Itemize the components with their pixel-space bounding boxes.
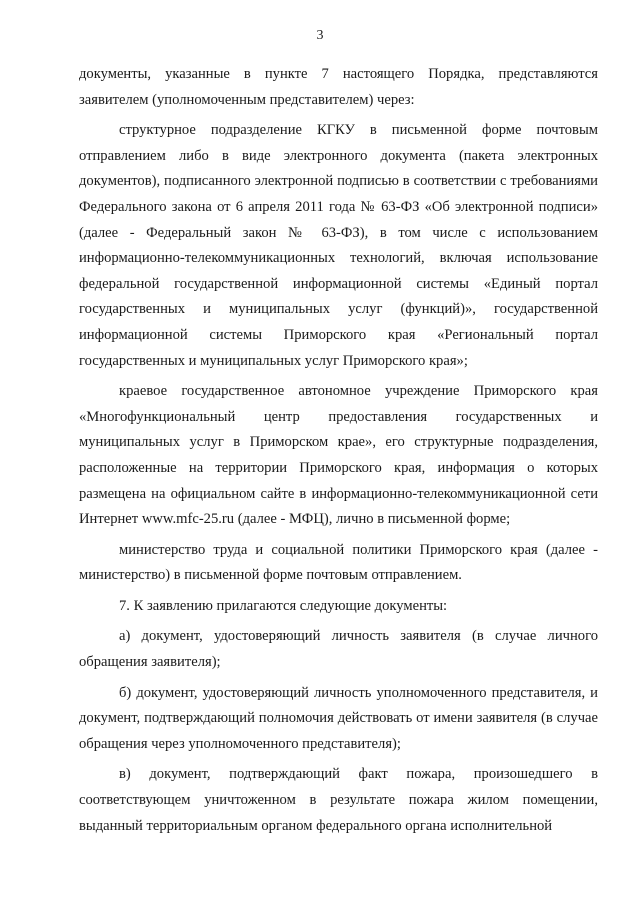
paragraph-item-7: 7. К заявлению прилагаются следующие документы: [119,597,448,614]
paragraph-kgku: структурное подразделение КГКУ в письменной форме почтовым отправлением либо в виде электронного документа (пакета электронных документов), подписанного электронной подписью в соответствии с требованиями Федерального закона от 6 апреля 2011 года № 63-ФЗ «Об электронной подписи» (далее - Федеральный закон № 63-ФЗ), в том числе с использованием информационно-телекоммуникационных технологий, включая использование федеральной государственной информационной системы «Единый портал государственных и муниципальных услуг (функций)», государственной информационной системы Приморского края «Региональный портал государственных и муниципальных услуг Приморского края»; [79,122,598,369]
paragraph-mfc: краевое государственное автономное учреждение Приморского края «Многофункциональный центр предоставления государственных и муниципальных услуг в Приморском крае», его структурные подразделения, расположенные на территории Приморского края, информация о которых размещена на официальном сайте в информационно-телекоммуникационной сети Интернет www.mfc-25.ru (далее - МФЦ), лично в письменной форме; [79,383,598,528]
page-number: 3 [316,28,324,43]
document-body [79,62,598,839]
paragraph-intro: документы, указанные в пункте 7 настоящего Порядка, представляются заявителем (уполномоченным представителем) через: [79,66,598,108]
paragraph-item-b: б) документ, удостоверяющий личность уполномоченного представителя, и документ, подтверждающий полномочия действовать от имени заявителя (в случае обращения через уполномоченного представителя); [79,684,598,752]
paragraph-ministry: министерство труда и социальной политики Приморского края (далее - министерство) в письменной форме почтовым отправлением. [79,541,598,584]
paragraph-item-a: а) документ, удостоверяющий личность заявителя (в случае личного обращения заявителя); [79,628,598,671]
paragraph-item-v: в) документ, подтверждающий факт пожара, произошедшего в соответствующем уничтоженном в результате пожара жилом помещении, выданный территориальным органом федерального органа исполнительной [79,766,598,834]
